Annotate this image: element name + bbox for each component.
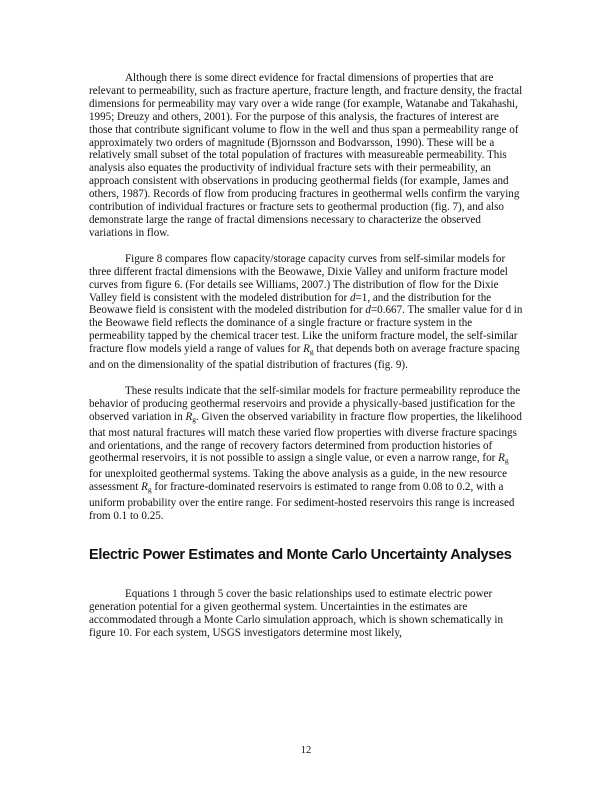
section-heading: Electric Power Estimates and Monte Carlo Uncertainty Analyses bbox=[89, 547, 512, 563]
text-run: Although there is some direct evidence for fractal dimensions of properties that are relevant to permeability, such as fracture aperture, fracture length, and fracture density, the fractal dimensions for permeability may vary over a wide range (for example, Watanabe and Takahashi, 1995; Dreuzy and others, 2001). For the purpose of this analysis, the fractures of interest are those that contribute significant volume to flow in the well and thus span a permeability range of approximately two orders of magnitude (Bjornsson and Bodvarsson, 1990). These will be a relatively small subset of the total population of fractures with measureable permeability. This analysis also equates the productivity of individual fracture sets with their permeability, an approach consistent with observations in producing geothermal fields (for example, James and others, 1987). Records of flow from producing fractures in geothermal wells confirm the varying contribution of individual fractures or fracture sets to geothermal production (fig. 7), and also demonstrate large the range of fractal dimensions necessary to characterize the observed variations in flow. bbox=[89, 72, 523, 239]
italic-term: R bbox=[185, 410, 193, 423]
italic-term: R bbox=[303, 343, 310, 356]
paragraph-self-similar-results bbox=[89, 385, 523, 523]
text-run: for unexploited geothermal systems. Taking the above analysis as a guide, in the new resource assessment bbox=[89, 468, 507, 494]
text-run: These results indicate that the self-similar models for fracture permeability reproduce the behavior of producing geothermal reservoirs and provide a physically-based justification for the observed variation in bbox=[89, 384, 521, 423]
paragraph-fractal-dimensions bbox=[89, 72, 523, 240]
text-run: . Given the observed variability in fracture flow properties, the likelihood that most natural fractures will match these varied flow properties with diverse fracture spacings and orientations, and the range of recovery factors determined from production histories of geothermal reservoirs, it is not possible to assign a single value, or even a narrow range, for bbox=[89, 410, 522, 465]
italic-term: R bbox=[141, 481, 148, 494]
subscript: g bbox=[192, 414, 196, 424]
italic-term: d bbox=[349, 291, 356, 304]
paragraph-figure-8-comparison bbox=[89, 253, 523, 372]
subscript: g bbox=[309, 347, 314, 357]
page-content bbox=[89, 72, 523, 640]
italic-term: d bbox=[365, 304, 371, 317]
subscript: g bbox=[504, 456, 509, 466]
subscript: g bbox=[147, 485, 152, 495]
text-run: Figure 8 compares flow capacity/storage capacity curves from self-similar models for three different fractal dimensions with the Beowawe, Dixie Valley and uniform fracture model curves from figure 6. (For details see Williams, 2007.) The distribution of flow for the Dixie Valley field is consistent with the modeled distribution for bbox=[89, 252, 508, 304]
text-run: =1, and the distribution for the Beowawe field is consistent with the modeled distribution for bbox=[89, 291, 492, 317]
text-run: =0.667. The smaller value for d in the Beowawe field reflects the dominance of a single fracture or fracture system in the permeability tapped by the chemical tracer test. Like the uniform fracture model, the self-similar fracture flow models yield a range of values for bbox=[89, 304, 523, 356]
page-number: 12 bbox=[300, 745, 312, 756]
paragraph-electric-power-estimates: Equations 1 through 5 cover the basic relationships used to estimate electric power generation potential for a given geothermal system. Uncertainties in the estimates are accommodated through a Monte Carlo simulation approach, which is shown schematically in figure 10. For each system, USGS investigators determine most likely, bbox=[89, 588, 504, 639]
italic-term: R bbox=[498, 452, 505, 465]
text-run: for fracture-dominated reservoirs is estimated to range from 0.08 to 0.2, with a uniform probability over the entire range. For sediment-hosted reservoirs this range is increased from 0.1 to 0.25. bbox=[89, 481, 515, 523]
text-run: that depends both on average fracture spacing and on the dimensionality of the spatial distribution of fractures (fig. 9). bbox=[89, 343, 520, 372]
